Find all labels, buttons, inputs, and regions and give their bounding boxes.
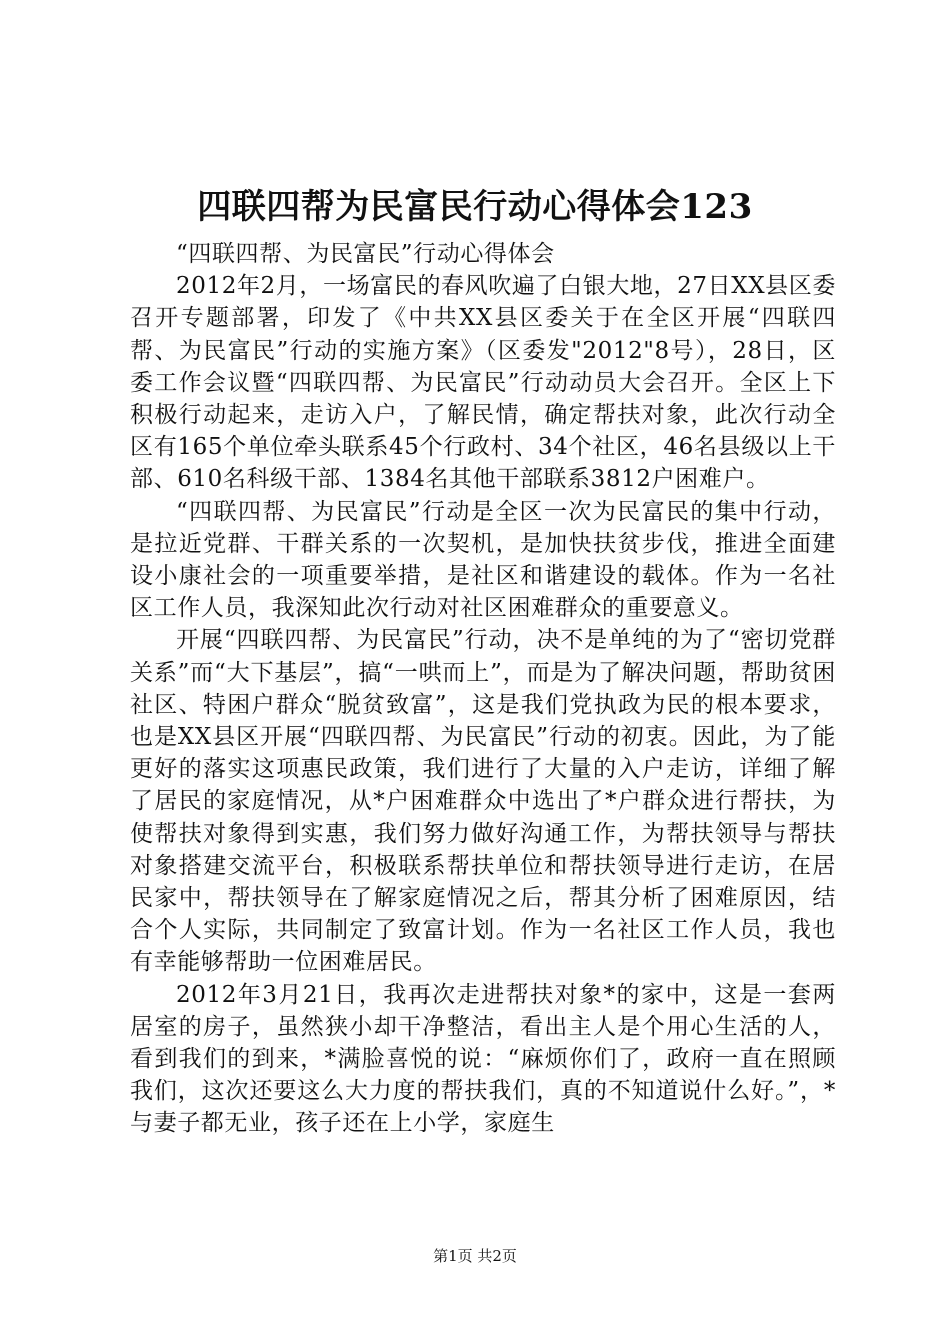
body-paragraph: “四联四帮、为民富民”行动是全区一次为民富民的集中行动，是拉近党群、干群关系的一次契机，是加快扶贫步伐，推进全面建设小康社会的一项重要举措，是社区和谐建设的载体。作为一名社区工作人员，我深知此次行动对社区困难群众的重要意义。 <box>130 498 836 622</box>
page-footer: 第1页 共2页 <box>433 1247 517 1265</box>
body-paragraph: 2012年3月21日，我再次走进帮扶对象*的家中，这是一套两居室的房子，虽然狭小却干净整洁，看出主人是个用心生活的人，看到我们的到来，*满脸喜悦的说：“麻烦你们了，政府一直在照顾我们，这次还要这么大力度的帮扶我们，真的不知道说什么好。”，*与妻子都无业，孩子还在上小学，家庭生 <box>130 981 836 1137</box>
document-body <box>130 238 836 1140</box>
body-paragraph: 开展“四联四帮、为民富民”行动，决不是单纯的为了“密切党群关系”而“大下基层”，搞“一哄而上”，而是为了解决问题，帮助贫困社区、特困户群众“脱贫致富”，这是我们党执政为民的根本要求，也是XX县区开展“四联四帮、为民富民”行动的初衷。因此，为了能更好的落实这项惠民政策，我们进行了大量的入户走访，详细了解了居民的家庭情况，从*户困难群众中选出了*户群众进行帮扶，为使帮扶对象得到实惠，我们努力做好沟通工作，为帮扶领导与帮扶对象搭建交流平台，积极联系帮扶单位和帮扶领导进行走访，在居民家中，帮扶领导在了解家庭情况之后，帮其分析了困难原因，结合个人实际，共同制定了致富计划。作为一名社区工作人员，我也有幸能够帮助一位困难居民。 <box>130 627 836 976</box>
body-paragraph: 2012年2月，一场富民的春风吹遍了白银大地，27日XX县区委召开专题部署，印发了《中共XX县区委关于在全区开展“四联四帮、为民富民”行动的实施方案》（区委发"2012"8号），28日，区委工作会议暨“四联四帮、为民富民”行动动员大会召开。全区上下积极行动起来，走访入户，了解民情，确定帮扶对象，此次行动全区有165个单位牵头联系45个行政村、34个社区，46名县级以上干部、610名科级干部、1384名其他干部联系3812户困难户。 <box>130 273 836 493</box>
subtitle-paragraph: “四联四帮、为民富民”行动心得体会 <box>176 241 555 267</box>
document-title: 四联四帮为民富民行动心得体会123 <box>197 187 753 227</box>
